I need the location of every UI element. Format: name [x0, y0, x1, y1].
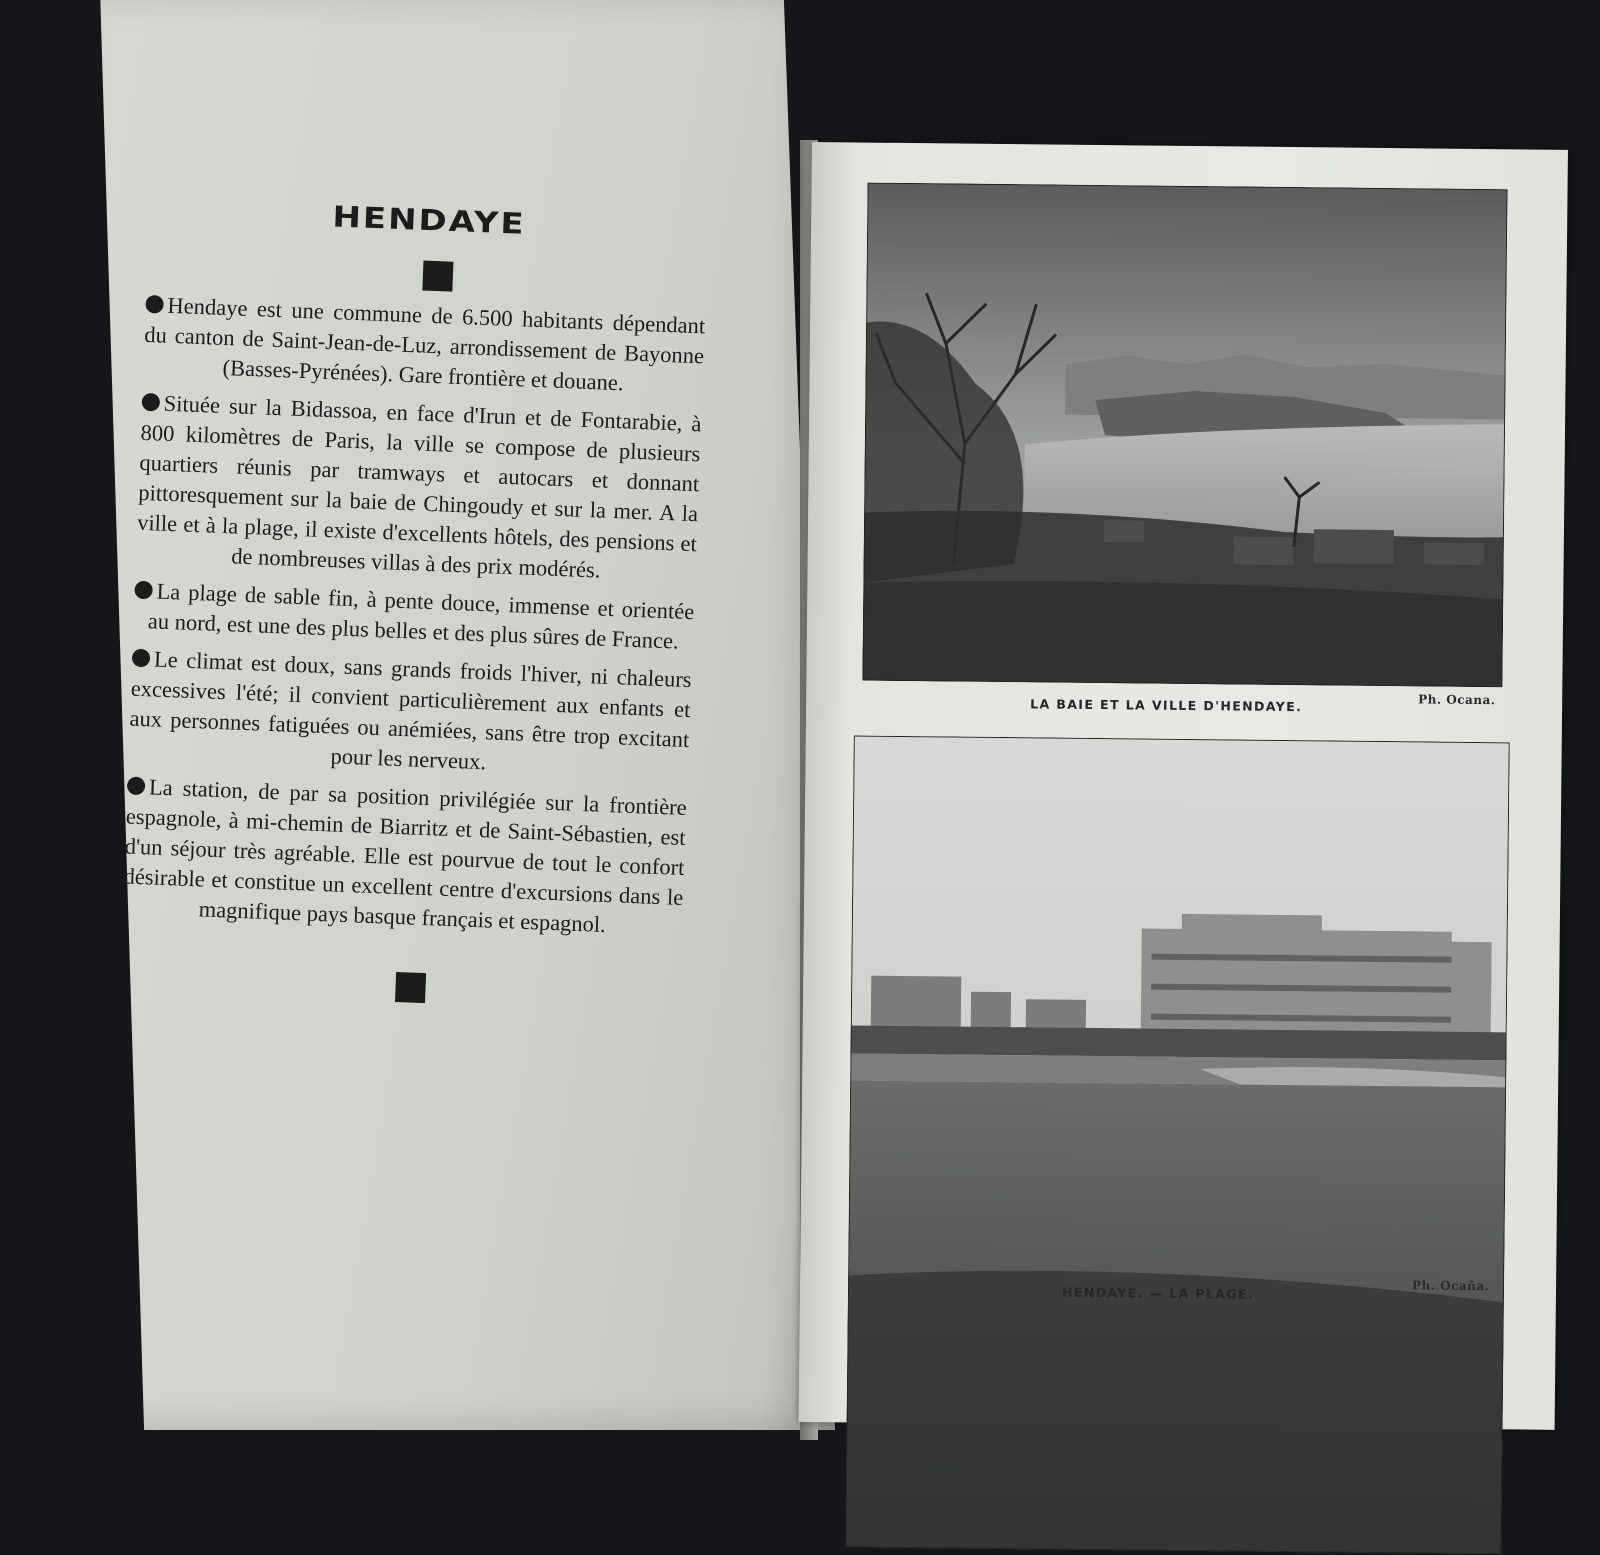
photo-bay-caption: LA BAIE ET LA VILLE D'HENDAYE.	[1030, 696, 1303, 715]
photo-bay	[862, 183, 1507, 688]
bullet-icon	[134, 581, 153, 600]
paragraph-text: Située sur la Bidassoa, en face d'Irun et de Fontarabie, à 800 kilomètres de Paris, la ville se compose de plusieurs quartiers réunis par tramways et autocars et donnant pittoresquement sur la baie de Chingoudy et sur la mer. A la ville et à la plage, il existe d'excellents hôtels, des pensions et de nombreuses villas à des prix modérés.	[136, 390, 702, 583]
paragraph-situation	[135, 388, 701, 589]
paragraph-text: Hendaye est une commune de 6.500 habitants dépendant du canton de Saint-Jean-de-Luz, arrondissement de Bayonne (Basses-Pyrénées). Gare frontière et douane.	[143, 292, 706, 396]
bullet-icon	[145, 295, 164, 314]
page-title: HENDAYE	[331, 200, 527, 242]
photo-bay-image	[862, 183, 1507, 688]
paragraph-commune	[143, 290, 706, 401]
photo-beach	[845, 735, 1509, 1554]
photo-beach-credit: Ph. Ocaña.	[1411, 1278, 1490, 1294]
bullet-icon	[142, 393, 161, 412]
square-ornament-top	[422, 261, 453, 292]
bullet-icon	[132, 649, 151, 668]
paragraph-station	[122, 772, 687, 943]
paragraph-text: Le climat est doux, sans grands froids l'hiver, ni chaleurs excessives l'été; il convient particulièrement aux enfants et aux personnes fatiguées ou anémiées, sans être trop excitant pour les nerveux.	[129, 646, 693, 775]
left-page-text	[119, 190, 789, 1016]
bullet-icon	[127, 777, 146, 796]
photo-beach-image	[845, 735, 1509, 1554]
square-ornament-bottom	[395, 972, 426, 1003]
paragraph-text: La station, de par sa position privilégiée sur la frontière espagnole, à mi-chemin de Biarritz et de Saint-Sébastien, est d'un séjour très agréable. Elle est pourvue de tout le confort désirable et constitue un excellent centre d'excursions dans le magnifique pays basque français et espagnol.	[123, 774, 688, 938]
photo-bay-credit: Ph. Ocana.	[1418, 692, 1496, 708]
paragraph-climat	[128, 644, 692, 785]
right-page	[799, 142, 1568, 1430]
paragraph-plage	[133, 576, 695, 657]
paragraph-text: La plage de sable fin, à pente douce, immense et orientée au nord, est une des plus belles et des plus sûres de France.	[147, 578, 695, 654]
photo-beach-caption: HENDAYE. — LA PLAGE.	[1061, 1284, 1255, 1302]
